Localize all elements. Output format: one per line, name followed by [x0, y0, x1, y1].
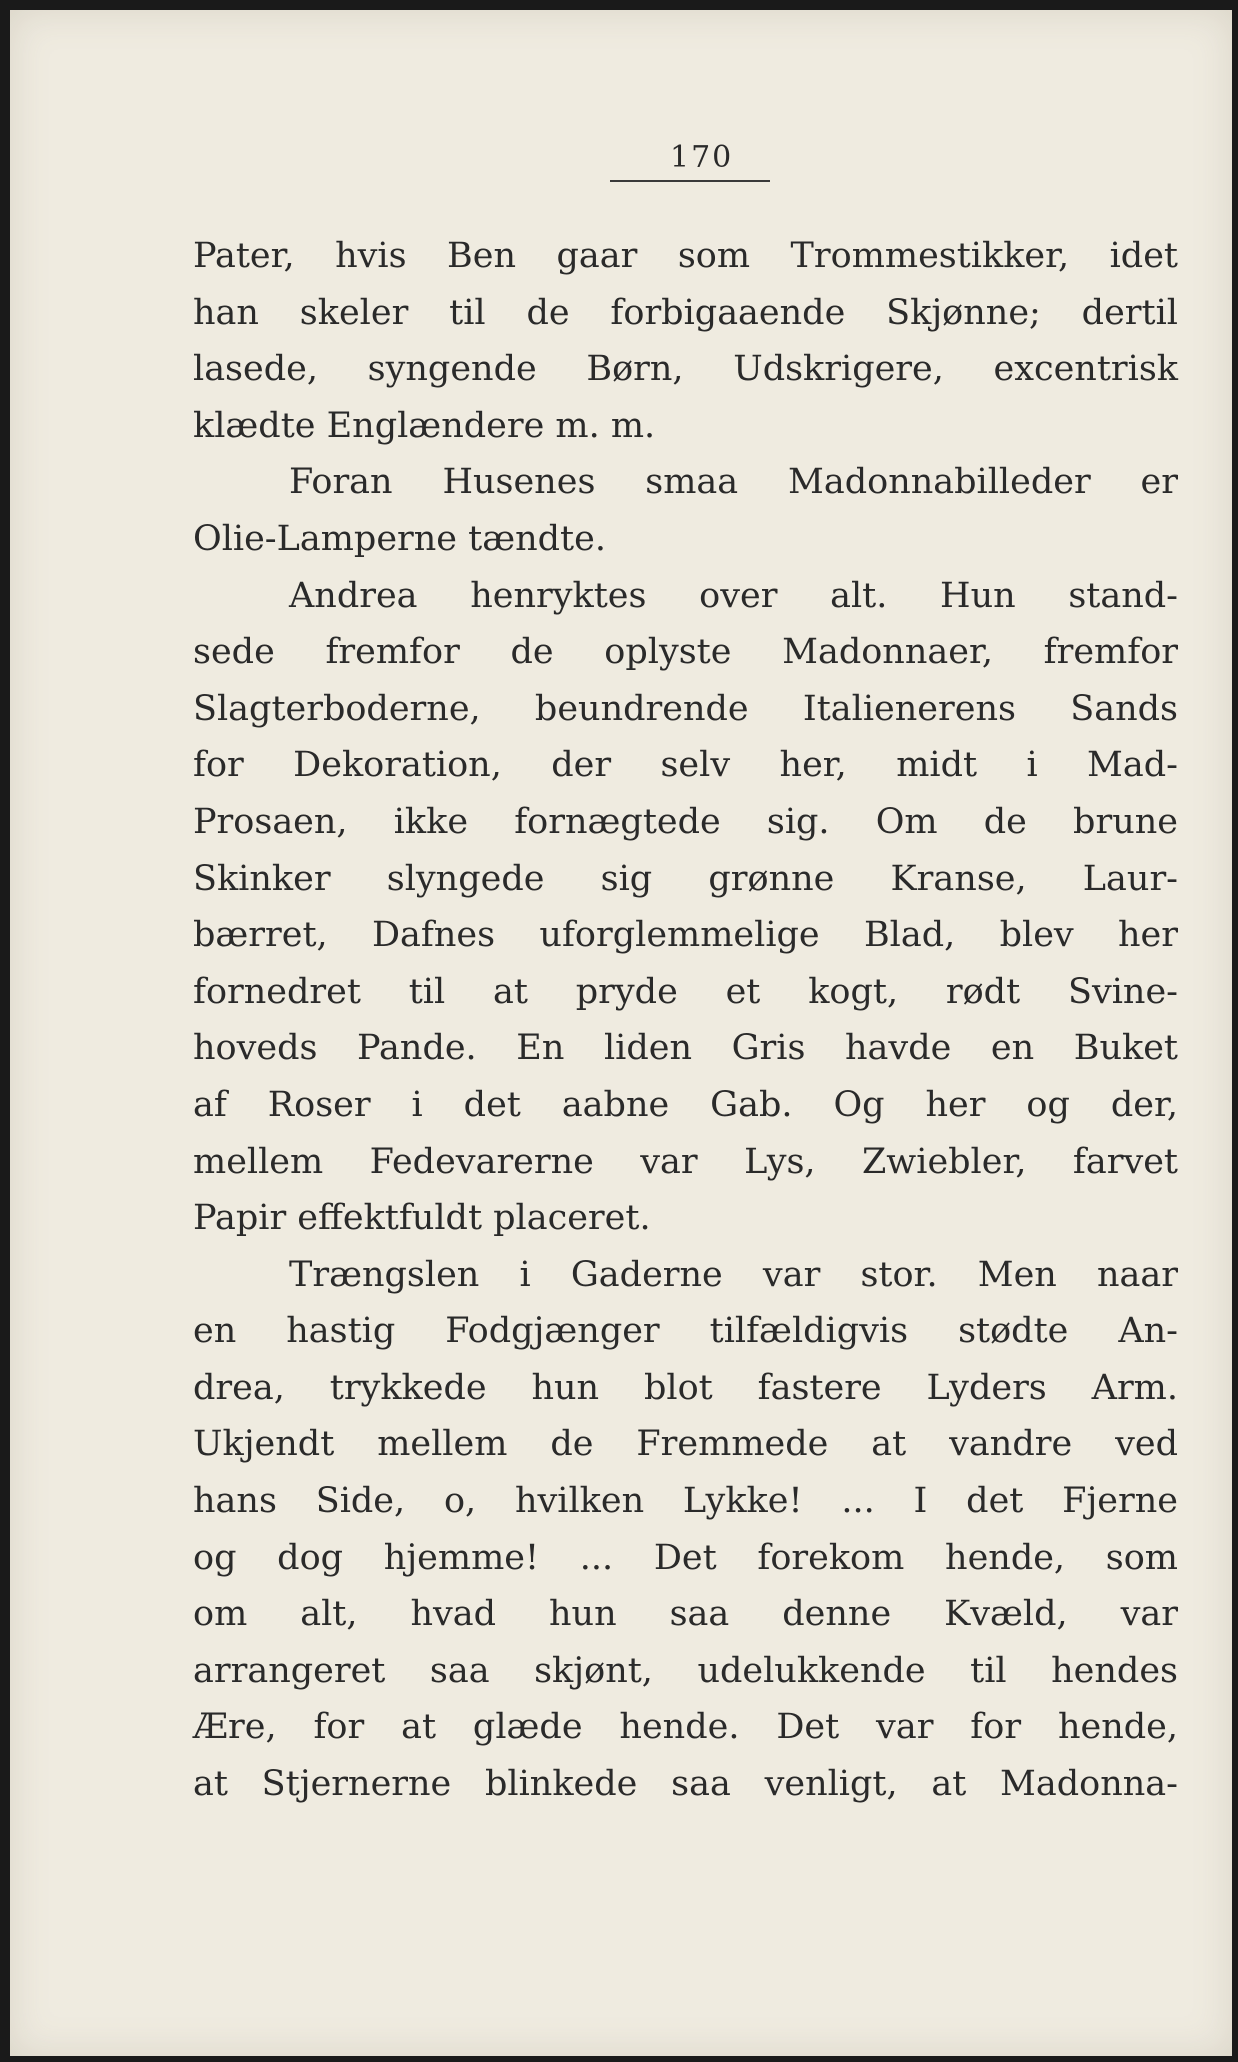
text-line: klædte Englændere m. m. [193, 405, 656, 446]
text-line: Ære, for at glæde hende. Det var for hende, [193, 1707, 1178, 1748]
text-line: Pater, hvis Ben gaar som Trommestikker, idet [193, 236, 1178, 276]
text-line: hoveds Pande. En liden Gris havde en Buket [193, 1028, 1178, 1069]
text-line: Prosaen, ikke fornægtede sig. Om de brune [193, 801, 1178, 842]
text-line: hans Side, o, hvilken Lykke! ... I det Fjerne [193, 1481, 1178, 1522]
text-line: fornedret til at pryde et kogt, rødt Svine- [193, 971, 1178, 1012]
text-line: Trængslen i Gaderne var stor. Men naar [289, 1254, 1178, 1295]
text-line: Olie-Lamperne tændte. [193, 518, 606, 559]
text-line: at Stjernerne blinkede saa venligt, at Madonna- [193, 1764, 1178, 1805]
text-line: for Dekoration, der selv her, midt i Mad- [193, 745, 1178, 786]
text-line: af Roser i det aabne Gab. Og her og der, [193, 1084, 1178, 1125]
body-text [193, 228, 1178, 1813]
page-number-rule [610, 180, 770, 182]
text-line: sede fremfor de oplyste Madonnaer, fremfor [193, 632, 1178, 673]
text-line: Foran Husenes smaa Madonnabilleder er [289, 462, 1178, 503]
text-line: om alt, hvad hun saa denne Kvæld, var [193, 1594, 1178, 1635]
text-line: han skeler til de forbigaaende Skjønne; dertil [193, 292, 1178, 333]
book-page [10, 10, 1232, 2056]
text-line: Skinker slyngede sig grønne Kranse, Laur- [193, 858, 1178, 899]
text-line: og dog hjemme! ... Det forekom hende, som [193, 1537, 1178, 1578]
text-line: Papir effektfuldt placeret. [193, 1198, 651, 1239]
text-line: bærret, Dafnes uforglemmelige Blad, blev her [193, 915, 1178, 956]
text-line: Ukjendt mellem de Fremmede at vandre ved [193, 1424, 1178, 1465]
text-line: lasede, syngende Børn, Udskrigere, excentrisk [193, 349, 1178, 390]
page-number: 170 [670, 140, 734, 175]
text-line: arrangeret saa skjønt, udelukkende til hendes [193, 1650, 1178, 1691]
text-line: mellem Fedevarerne var Lys, Zwiebler, farvet [193, 1141, 1178, 1182]
text-line: Slagterboderne, beundrende Italienerens Sands [193, 688, 1178, 729]
text-line: en hastig Fodgjænger tilfældigvis stødte An- [193, 1311, 1178, 1352]
text-line: drea, trykkede hun blot fastere Lyders Arm. [193, 1367, 1178, 1408]
text-line: Andrea henryktes over alt. Hun stand- [289, 575, 1178, 616]
